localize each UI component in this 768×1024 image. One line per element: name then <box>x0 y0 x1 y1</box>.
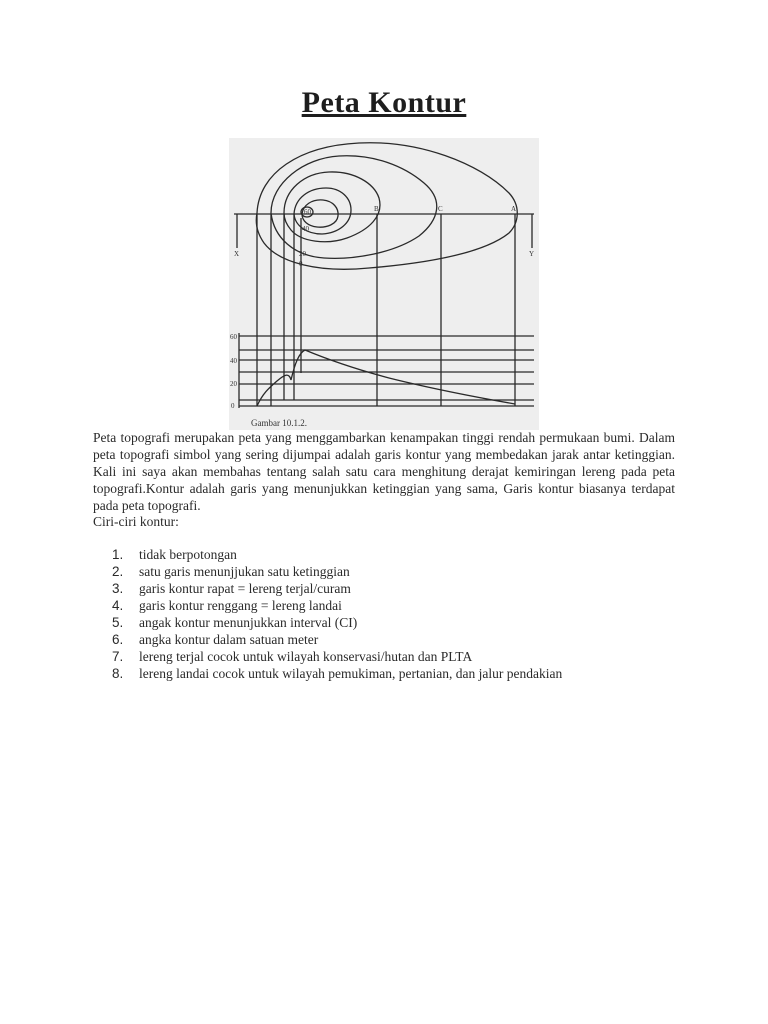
list-item <box>112 581 712 598</box>
contour-label-60: 60 <box>304 208 311 216</box>
list-number: 5. <box>112 615 124 630</box>
list-number: 4. <box>112 598 124 613</box>
marker-x: X <box>234 250 240 258</box>
ciri-kontur-list <box>112 547 712 683</box>
list-number: 7. <box>112 649 124 664</box>
list-text: lereng landai cocok untuk wilayah pemukiman, pertanian, dan jalur pendakian <box>139 666 563 681</box>
list-text: tidak berpotongan <box>139 547 237 562</box>
list-item <box>112 615 712 632</box>
page-title: Peta Kontur <box>301 86 467 119</box>
list-text: angak kontur menunjukkan interval (CI) <box>139 615 358 630</box>
marker-y: Y <box>529 250 535 258</box>
list-text: satu garis menunjjukan satu ketinggian <box>139 564 350 579</box>
list-number: 1. <box>112 547 124 562</box>
list-number: 2. <box>112 564 124 579</box>
contour-label-20: 20 <box>299 250 306 258</box>
list-item <box>112 666 712 683</box>
ciri-heading: Ciri-ciri kontur: <box>93 514 179 529</box>
figure-caption: Gambar 10.1.2. <box>251 418 307 428</box>
contour-label-c: C <box>438 205 443 213</box>
intro-paragraph: Peta topografi merupakan peta yang menggambarkan kenampakan tinggi rendah permukaan bumi. Dalam peta topografi simbol yang sering dijumpai adalah garis kontur yang membedakan jarak antar ketinggian. Kali ini saya akan membahas tentang salah satu cara menghitung derajat kemiringan lereng pada peta topografi.Kontur adalah garis yang menunjukkan ketinggian yang sama, Garis kontur biasanya terdapat pada peta topografi. <box>93 430 675 513</box>
axis-label-60: 60 <box>230 333 237 341</box>
contour-map-drawing <box>229 138 539 430</box>
list-item <box>112 632 712 649</box>
axis-label-40: 40 <box>230 357 237 365</box>
contour-label-40: 40 <box>302 225 309 233</box>
list-number: 6. <box>112 632 124 647</box>
list-text: lereng terjal cocok untuk wilayah konservasi/hutan dan PLTA <box>139 649 473 664</box>
list-item <box>112 598 712 615</box>
list-number: 8. <box>112 666 124 681</box>
list-text: garis kontur renggang = lereng landai <box>139 598 342 613</box>
list-text: garis kontur rapat = lereng terjal/curam <box>139 581 351 596</box>
list-number: 3. <box>112 581 124 596</box>
contour-label-0: 0 <box>299 260 303 268</box>
list-item <box>112 547 712 564</box>
axis-label-20: 20 <box>230 380 237 388</box>
axis-label-0: 0 <box>231 402 235 410</box>
list-text: angka kontur dalam satuan meter <box>139 632 319 647</box>
contour-label-b: B <box>374 205 379 213</box>
list-item <box>112 564 712 581</box>
contour-label-a: A <box>511 205 517 213</box>
list-item <box>112 649 712 666</box>
contour-map-figure <box>229 138 539 430</box>
